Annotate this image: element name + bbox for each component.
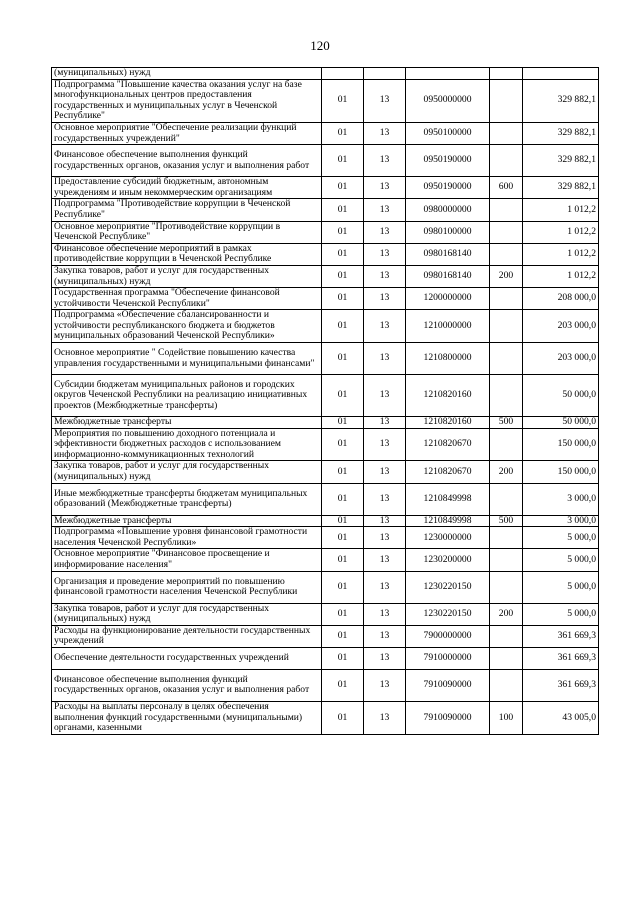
- cell-target-article: 0950100000: [406, 122, 490, 144]
- cell-amount: 150 000,0: [523, 428, 599, 461]
- cell-amount: 203 000,0: [523, 343, 599, 375]
- cell-section: 01: [322, 417, 364, 429]
- cell-section: 01: [322, 625, 364, 647]
- cell-name: Предоставление субсидий бюджетным, автономным учреждениям и иным некоммерческим организациям: [52, 177, 322, 199]
- table-row: [52, 265, 599, 287]
- cell-target-article: 0980168140: [406, 265, 490, 287]
- cell-expense-type: 200: [490, 461, 523, 483]
- cell-section: 01: [322, 145, 364, 177]
- cell-target-article: [406, 68, 490, 80]
- cell-section: 01: [322, 221, 364, 243]
- cell-name: Иные межбюджетные трансферты бюджетам муниципальных образований (Межбюджетные трансферты): [52, 483, 322, 515]
- cell-amount: 5 000,0: [523, 571, 599, 603]
- cell-amount: 208 000,0: [523, 288, 599, 310]
- cell-name: Мероприятия по повышению доходного потенциала и эффективности бюджетных расходов с использованием информационно-коммуникационных технологий: [52, 428, 322, 461]
- cell-expense-type: [490, 527, 523, 549]
- cell-section: 01: [322, 265, 364, 287]
- table-row: [52, 701, 599, 734]
- cell-name: Подпрограмма «Повышение уровня финансовой грамотности населения Чеченской Республики»: [52, 527, 322, 549]
- cell-subsection: 13: [364, 417, 406, 429]
- table-row: [52, 603, 599, 625]
- cell-section: 01: [322, 701, 364, 734]
- cell-subsection: 13: [364, 428, 406, 461]
- cell-expense-type: [490, 221, 523, 243]
- cell-section: 01: [322, 288, 364, 310]
- cell-subsection: 13: [364, 483, 406, 515]
- cell-name: Финансовое обеспечение выполнения функций государственных органов, оказания услуг и выполнения работ: [52, 145, 322, 177]
- cell-name: Межбюджетные трансферты: [52, 515, 322, 527]
- cell-amount: 5 000,0: [523, 527, 599, 549]
- cell-target-article: 7910090000: [406, 701, 490, 734]
- table-row: [52, 483, 599, 515]
- cell-subsection: 13: [364, 701, 406, 734]
- cell-amount: 1 012,2: [523, 265, 599, 287]
- cell-section: 01: [322, 428, 364, 461]
- cell-target-article: 1210849998: [406, 483, 490, 515]
- table-row: [52, 625, 599, 647]
- cell-subsection: 13: [364, 625, 406, 647]
- cell-amount: 50 000,0: [523, 375, 599, 417]
- cell-target-article: 1210820670: [406, 461, 490, 483]
- cell-amount: 329 882,1: [523, 177, 599, 199]
- table-row: [52, 199, 599, 221]
- cell-name: Организация и проведение мероприятий по повышению финансовой грамотности населения Чеченской Республики: [52, 571, 322, 603]
- table-row: [52, 461, 599, 483]
- cell-name: Закупка товаров, работ и услуг для государственных (муниципальных) нужд: [52, 603, 322, 625]
- cell-expense-type: [490, 288, 523, 310]
- cell-section: 01: [322, 527, 364, 549]
- cell-name: Финансовое обеспечение мероприятий в рамках противодействие коррупции в Чеченской Республике: [52, 243, 322, 265]
- cell-target-article: 1210820670: [406, 428, 490, 461]
- cell-section: 01: [322, 461, 364, 483]
- table-row: [52, 243, 599, 265]
- cell-target-article: 1210820160: [406, 417, 490, 429]
- cell-name: Расходы на выплаты персоналу в целях обеспечения выполнения функций государственными (муниципальными) органами, казенными: [52, 701, 322, 734]
- cell-subsection: 13: [364, 79, 406, 122]
- cell-section: 01: [322, 310, 364, 343]
- cell-amount: 3 000,0: [523, 515, 599, 527]
- table-row: [52, 68, 599, 80]
- cell-expense-type: [490, 68, 523, 80]
- cell-name: Основное мероприятие "Финансовое просвещение и информирование населения": [52, 549, 322, 571]
- cell-section: 01: [322, 199, 364, 221]
- cell-section: 01: [322, 603, 364, 625]
- cell-target-article: 1200000000: [406, 288, 490, 310]
- page-number: 120: [310, 38, 330, 53]
- cell-expense-type: 200: [490, 265, 523, 287]
- cell-amount: 329 882,1: [523, 145, 599, 177]
- cell-amount: 50 000,0: [523, 417, 599, 429]
- cell-target-article: 7910090000: [406, 669, 490, 701]
- cell-expense-type: [490, 647, 523, 669]
- cell-name: Финансовое обеспечение выполнения функций государственных органов, оказания услуг и выполнения работ: [52, 669, 322, 701]
- table-row: [52, 647, 599, 669]
- cell-section: 01: [322, 79, 364, 122]
- cell-section: 01: [322, 515, 364, 527]
- table-row: [52, 375, 599, 417]
- cell-subsection: 13: [364, 571, 406, 603]
- cell-subsection: 13: [364, 145, 406, 177]
- cell-amount: 5 000,0: [523, 549, 599, 571]
- cell-amount: 3 000,0: [523, 483, 599, 515]
- cell-section: 01: [322, 571, 364, 603]
- cell-section: 01: [322, 549, 364, 571]
- cell-subsection: 13: [364, 515, 406, 527]
- cell-amount: 203 000,0: [523, 310, 599, 343]
- table-row: [52, 310, 599, 343]
- cell-expense-type: [490, 483, 523, 515]
- cell-expense-type: 500: [490, 417, 523, 429]
- cell-subsection: 13: [364, 669, 406, 701]
- budget-table: [51, 67, 599, 735]
- cell-expense-type: 600: [490, 177, 523, 199]
- cell-target-article: 1210849998: [406, 515, 490, 527]
- cell-section: 01: [322, 122, 364, 144]
- cell-expense-type: [490, 375, 523, 417]
- cell-expense-type: [490, 199, 523, 221]
- cell-subsection: 13: [364, 310, 406, 343]
- cell-expense-type: [490, 625, 523, 647]
- cell-target-article: 0980100000: [406, 221, 490, 243]
- table-row: [52, 122, 599, 144]
- cell-amount: 5 000,0: [523, 603, 599, 625]
- cell-amount: 1 012,2: [523, 243, 599, 265]
- cell-amount: 1 012,2: [523, 221, 599, 243]
- table-row: [52, 428, 599, 461]
- cell-target-article: 1230200000: [406, 549, 490, 571]
- cell-amount: [523, 68, 599, 80]
- table-row: [52, 527, 599, 549]
- cell-section: 01: [322, 669, 364, 701]
- table-row: [52, 177, 599, 199]
- table-row: [52, 669, 599, 701]
- table-row: [52, 79, 599, 122]
- cell-subsection: 13: [364, 243, 406, 265]
- cell-subsection: 13: [364, 199, 406, 221]
- table-row: [52, 417, 599, 429]
- cell-subsection: 13: [364, 461, 406, 483]
- cell-subsection: 13: [364, 375, 406, 417]
- cell-target-article: 1230000000: [406, 527, 490, 549]
- cell-expense-type: [490, 145, 523, 177]
- cell-target-article: 1210000000: [406, 310, 490, 343]
- cell-name: Основное мероприятие "Противодействие коррупции в Чеченской Республике": [52, 221, 322, 243]
- cell-name: Обеспечение деятельности государственных учреждений: [52, 647, 322, 669]
- cell-subsection: 13: [364, 177, 406, 199]
- cell-amount: 329 882,1: [523, 122, 599, 144]
- cell-subsection: 13: [364, 647, 406, 669]
- cell-expense-type: 500: [490, 515, 523, 527]
- table-row: [52, 549, 599, 571]
- cell-target-article: 1210820160: [406, 375, 490, 417]
- table-row: [52, 288, 599, 310]
- cell-name: Основное мероприятие "Обеспечение реализации функций государственных учреждений": [52, 122, 322, 144]
- cell-section: 01: [322, 483, 364, 515]
- cell-name: (муниципальных) нужд: [52, 68, 322, 80]
- cell-expense-type: [490, 310, 523, 343]
- cell-expense-type: [490, 571, 523, 603]
- cell-amount: 150 000,0: [523, 461, 599, 483]
- cell-name: Подпрограмма "Противодействие коррупции в Чеченской Республике": [52, 199, 322, 221]
- cell-section: 01: [322, 647, 364, 669]
- cell-section: 01: [322, 243, 364, 265]
- cell-subsection: 13: [364, 288, 406, 310]
- cell-subsection: 13: [364, 122, 406, 144]
- cell-target-article: 0950190000: [406, 145, 490, 177]
- cell-amount: 1 012,2: [523, 199, 599, 221]
- cell-section: 01: [322, 343, 364, 375]
- table-row: [52, 145, 599, 177]
- cell-amount: 43 005,0: [523, 701, 599, 734]
- cell-expense-type: [490, 243, 523, 265]
- cell-name: Закупка товаров, работ и услуг для государственных (муниципальных) нужд: [52, 461, 322, 483]
- cell-name: Субсидии бюджетам муниципальных районов и городских округов Чеченской Республики на реализацию инициативных проектов (Межбюджетные трансферты): [52, 375, 322, 417]
- cell-name: Закупка товаров, работ и услуг для государственных (муниципальных) нужд: [52, 265, 322, 287]
- cell-name: Расходы на функционирование деятельности государственных учреждений: [52, 625, 322, 647]
- cell-amount: 361 669,3: [523, 647, 599, 669]
- cell-section: 01: [322, 375, 364, 417]
- cell-expense-type: [490, 343, 523, 375]
- cell-target-article: 1230220150: [406, 603, 490, 625]
- cell-target-article: 1210800000: [406, 343, 490, 375]
- cell-target-article: 1230220150: [406, 571, 490, 603]
- cell-subsection: 13: [364, 527, 406, 549]
- cell-amount: 329 882,1: [523, 79, 599, 122]
- cell-name: Государственная программа "Обеспечение финансовой устойчивости Чеченской Республики": [52, 288, 322, 310]
- cell-section: 01: [322, 177, 364, 199]
- cell-expense-type: [490, 428, 523, 461]
- cell-name: Основное мероприятие " Содействие повышению качества управления государственными и муниципальными финансами": [52, 343, 322, 375]
- cell-expense-type: [490, 79, 523, 122]
- cell-subsection: [364, 68, 406, 80]
- cell-target-article: 0980000000: [406, 199, 490, 221]
- cell-subsection: 13: [364, 265, 406, 287]
- cell-subsection: 13: [364, 221, 406, 243]
- cell-subsection: 13: [364, 603, 406, 625]
- cell-name: Подпрограмма «Обеспечение сбалансированности и устойчивости республиканского бюджета и бюджетов муниципальных образований Чеченской Республики»: [52, 310, 322, 343]
- cell-target-article: 7900000000: [406, 625, 490, 647]
- cell-expense-type: [490, 122, 523, 144]
- cell-subsection: 13: [364, 549, 406, 571]
- table-row: [52, 221, 599, 243]
- cell-target-article: 0950190000: [406, 177, 490, 199]
- cell-target-article: 0950000000: [406, 79, 490, 122]
- cell-amount: 361 669,3: [523, 669, 599, 701]
- cell-name: Межбюджетные трансферты: [52, 417, 322, 429]
- table-row: [52, 515, 599, 527]
- cell-name: Подпрограмма "Повышение качества оказания услуг на базе многофункциональных центров предоставления государственных и муниципальных услуг в Чеченской Республике": [52, 79, 322, 122]
- cell-amount: 361 669,3: [523, 625, 599, 647]
- cell-expense-type: [490, 549, 523, 571]
- table-row: [52, 343, 599, 375]
- cell-expense-type: 100: [490, 701, 523, 734]
- cell-subsection: 13: [364, 343, 406, 375]
- cell-target-article: 0980168140: [406, 243, 490, 265]
- cell-expense-type: [490, 669, 523, 701]
- cell-section: [322, 68, 364, 80]
- cell-expense-type: 200: [490, 603, 523, 625]
- table-row: [52, 571, 599, 603]
- cell-target-article: 7910000000: [406, 647, 490, 669]
